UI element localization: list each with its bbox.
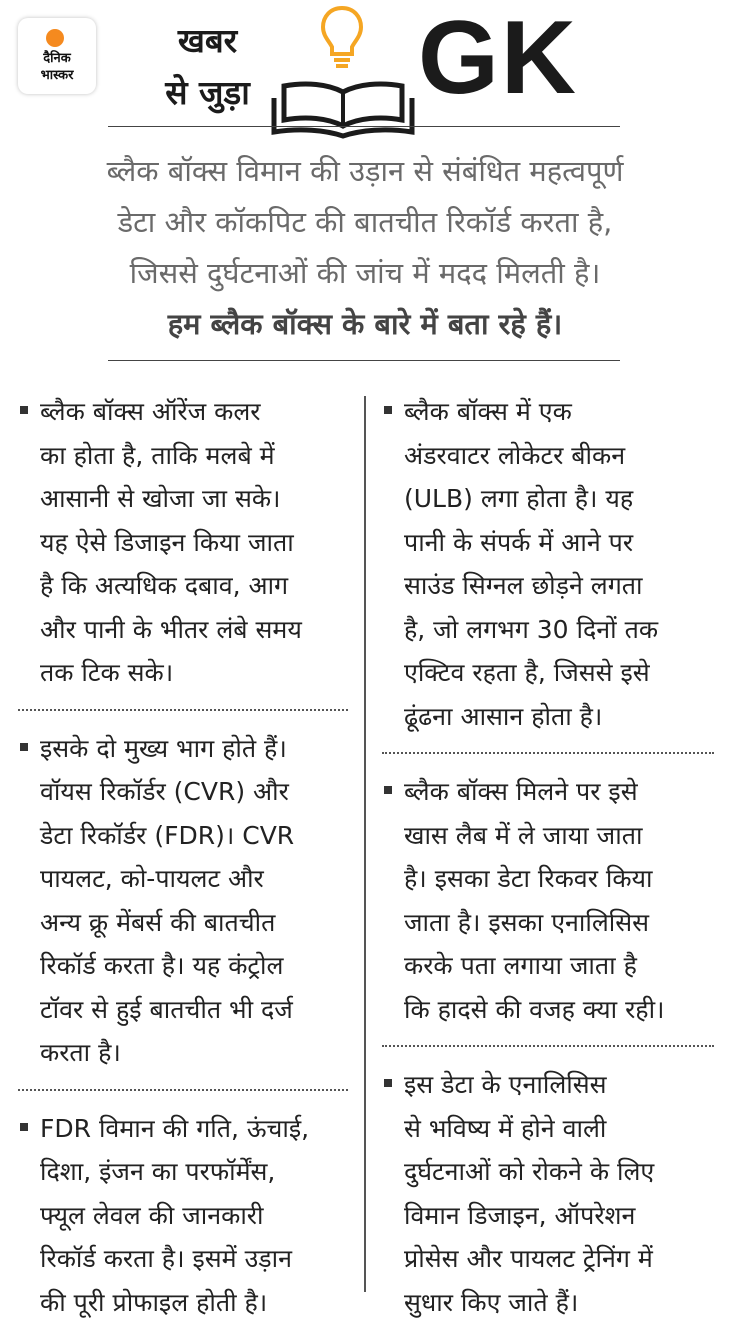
dotted-divider xyxy=(382,1045,714,1047)
fact-line: साउंड सिग्नल छोड़ने लगता xyxy=(404,564,714,608)
fact-line: इस डेटा के एनालिसिस xyxy=(404,1063,714,1107)
fact-item xyxy=(382,1063,714,1324)
column-divider xyxy=(364,396,366,1292)
fact-line: है कि अत्यधिक दबाव, आग xyxy=(40,564,348,608)
fact-line: टॉवर से हुई बातचीत भी दर्ज xyxy=(40,988,348,1032)
fact-line: करके पता लगाया जाता है xyxy=(404,944,714,988)
fact-line: (ULB) लगा होता है। यह xyxy=(404,477,714,521)
fact-line: और पानी के भीतर लंबे समय xyxy=(40,608,348,652)
left-column xyxy=(18,390,348,1324)
fact-line: है। इसका डेटा रिकवर किया xyxy=(404,857,714,901)
fact-line: दिशा, इंजन का परफॉर्मेंस, xyxy=(40,1150,348,1194)
fact-line: की पूरी प्रोफाइल होती है। xyxy=(40,1281,348,1324)
sun-icon xyxy=(46,29,64,47)
intro-bold-line: हम ब्लैक बॉक्स के बारे में बता रहे हैं। xyxy=(40,299,690,350)
fact-line: ब्लैक बॉक्स मिलने पर इसे xyxy=(404,770,714,814)
square-bullet-icon xyxy=(20,406,28,414)
fact-line: फ्यूल लेवल की जानकारी xyxy=(40,1194,348,1238)
intro-line: जिससे दुर्घटनाओं की जांच में मदद मिलती है। xyxy=(40,248,690,299)
fact-line: है, जो लगभग 30 दिनों तक xyxy=(404,608,714,652)
brand-logo[interactable] xyxy=(18,18,96,94)
open-book-icon xyxy=(270,78,416,140)
fact-line: कि हादसे की वजह क्या रही। xyxy=(404,988,714,1032)
fact-line: पायलट, को-पायलट और xyxy=(40,857,348,901)
intro-divider xyxy=(108,360,620,361)
fact-line: पानी के संपर्क में आने पर xyxy=(404,521,714,565)
fact-item xyxy=(18,727,348,1075)
intro-line: ब्लैक बॉक्स विमान की उड़ान से संबंधित महत्वपूर्ण xyxy=(40,146,690,197)
header-tag-line2: से जुड़ा xyxy=(150,76,265,109)
fact-line: प्रोसेस और पायलट ट्रेनिंग में xyxy=(404,1237,714,1281)
brand-name-line1: दैनिक xyxy=(18,48,96,66)
intro-line: डेटा और कॉकपिट की बातचीत रिकॉर्ड करता है, xyxy=(40,197,690,248)
square-bullet-icon xyxy=(384,786,392,794)
fact-line: ढूंढना आसान होता है। xyxy=(404,695,714,739)
square-bullet-icon xyxy=(384,406,392,414)
fact-line: इसके दो मुख्य भाग होते हैं। xyxy=(40,727,348,771)
right-column xyxy=(382,390,714,1324)
square-bullet-icon xyxy=(384,1079,392,1087)
fact-line: FDR विमान की गति, ऊंचाई, xyxy=(40,1107,348,1151)
lightbulb-icon xyxy=(318,4,366,76)
fact-line: अन्य क्रू मेंबर्स की बातचीत xyxy=(40,901,348,945)
fact-line: डेटा रिकॉर्डर (FDR)। CVR xyxy=(40,814,348,858)
fact-line: यह ऐसे डिजाइन किया जाता xyxy=(40,521,348,565)
fact-line: का होता है, ताकि मलबे में xyxy=(40,434,348,478)
fact-line: एक्टिव रहता है, जिससे इसे xyxy=(404,651,714,695)
fact-line: रिकॉर्ड करता है। इसमें उड़ान xyxy=(40,1237,348,1281)
fact-line: तक टिक सके। xyxy=(40,651,348,695)
gk-title: GK xyxy=(418,4,578,113)
fact-line: अंडरवाटर लोकेटर बीकन xyxy=(404,434,714,478)
fact-line: ब्लैक बॉक्स में एक xyxy=(404,390,714,434)
intro-paragraph xyxy=(40,146,690,350)
dotted-divider xyxy=(18,709,348,711)
dotted-divider xyxy=(382,752,714,754)
square-bullet-icon xyxy=(20,1123,28,1131)
fact-item xyxy=(382,770,714,1031)
fact-line: करता है। xyxy=(40,1031,348,1075)
fact-line: खास लैब में ले जाया जाता xyxy=(404,814,714,858)
fact-line: रिकॉर्ड करता है। यह कंट्रोल xyxy=(40,944,348,988)
fact-line: से भविष्य में होने वाली xyxy=(404,1107,714,1151)
fact-line: विमान डिजाइन, ऑपरेशन xyxy=(404,1194,714,1238)
header-divider xyxy=(108,126,620,127)
dotted-divider xyxy=(18,1089,348,1091)
fact-item xyxy=(18,390,348,695)
fact-item xyxy=(382,390,714,738)
brand-name-line2: भास्कर xyxy=(18,65,96,83)
fact-line: दुर्घटनाओं को रोकने के लिए xyxy=(404,1150,714,1194)
square-bullet-icon xyxy=(20,743,28,751)
fact-line: आसानी से खोजा जा सके। xyxy=(40,477,348,521)
fact-item xyxy=(18,1107,348,1324)
fact-line: ब्लैक बॉक्स ऑरेंज कलर xyxy=(40,390,348,434)
fact-line: वॉयस रिकॉर्डर (CVR) और xyxy=(40,770,348,814)
fact-line: जाता है। इसका एनालिसिस xyxy=(404,901,714,945)
header-tag-line1: खबर xyxy=(150,24,265,57)
fact-line: सुधार किए जाते हैं। xyxy=(404,1281,714,1324)
